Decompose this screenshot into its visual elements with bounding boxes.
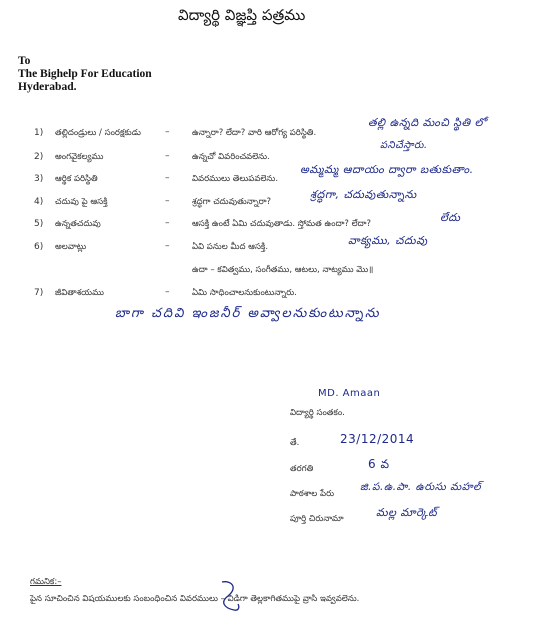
- full-address-value: మల్ల మార్కెట్: [376, 506, 438, 519]
- date-label: తే.: [290, 438, 300, 448]
- row-question: ఉన్నచో వివరించవలెను.: [192, 152, 270, 162]
- class-label: తరగతి: [290, 464, 314, 474]
- row-answer: అమ్మమ్మ ఆదాయం ద్వారా బతుకుతాం.: [300, 163, 474, 176]
- row-number: 3): [34, 174, 44, 184]
- row-number: 4): [34, 197, 44, 207]
- row-number: 1): [34, 128, 44, 138]
- row-question: ఏమి సాధించాలనుకుంటున్నారు.: [192, 288, 297, 298]
- row-question: ఏవి పనుల మీద ఆసక్తి.: [192, 242, 269, 252]
- row-dash: –: [165, 218, 170, 228]
- row-number: 5): [34, 219, 44, 229]
- school-name-value: జి.ప.ఉ.పా. ఉరుసు మహల్: [360, 481, 482, 493]
- row-label: చదువు పై ఆసక్తి: [55, 197, 108, 207]
- address-city: Hyderabad.: [18, 81, 77, 93]
- row-dash: –: [165, 173, 170, 183]
- row-label: ఆర్థిక పరిస్థితి: [55, 174, 98, 184]
- class-value: 6 వ: [368, 457, 390, 471]
- row-label: అంగవైకల్యము: [55, 152, 104, 162]
- row-answer-continued: పనిచేస్తారు.: [380, 140, 428, 151]
- row-answer: లేదు: [440, 211, 461, 224]
- row-label: అలవాట్లు: [55, 242, 87, 252]
- address-org: The Bighelp For Education: [18, 68, 152, 80]
- address-to: To: [18, 55, 31, 67]
- row-number: 2): [34, 152, 44, 162]
- ambition-answer: బాగా చదివి ఇంజనీర్ అవ్వాలనుకుంటున్నాను: [115, 306, 381, 321]
- student-name: MD. Amaan: [318, 388, 381, 399]
- row-dash: –: [165, 196, 170, 206]
- row-dash: –: [165, 127, 170, 137]
- row-number: 6): [34, 242, 44, 252]
- row-label: తల్లిదండ్రులు / సంరక్షకుడు: [55, 128, 141, 138]
- row-question: వివరములు తెలుపవలెను.: [192, 174, 279, 184]
- row-question: ఆసక్తి ఉంటే ఏమి చదువుతాడు. స్తోమత ఉందా? లేదా?: [192, 219, 372, 229]
- row-answer: శ్రద్ధగా, చదువుతున్నాను: [310, 188, 417, 201]
- row-label: ఉన్నతచదువు: [55, 219, 101, 229]
- row-question: శ్రద్ధగా చదువుతున్నారా?: [192, 197, 272, 207]
- student-signature-label: విద్యార్థి సంతకం.: [290, 408, 345, 418]
- row-answer: తల్లి ఉన్నది మంచి స్థితి లో: [368, 116, 487, 129]
- row-answer: వాక్యము, చదువు: [348, 234, 428, 247]
- pen-scribble: [216, 578, 246, 614]
- row-example: ఉదా – కవిత్వము, సంగీతము, ఆటలు, నాట్యము మొ॥: [192, 265, 374, 275]
- row-label: జీవితాశయము: [55, 288, 105, 298]
- row-question: ఉన్నారా? లేదా? వారి ఆరోగ్య పరిస్థితి.: [192, 128, 317, 138]
- row-dash: –: [165, 151, 170, 161]
- notes-title: గమనిక:–: [30, 577, 62, 587]
- row-dash: –: [165, 241, 170, 251]
- date-value: 23/12/2014: [340, 432, 415, 446]
- school-name-label: పాఠశాల పేరు: [290, 489, 335, 499]
- form-title: విద్యార్థి విజ్ఞప్తి పత్రము: [178, 6, 306, 24]
- notes-text: పైన సూచించిన విషయములకు సంబంధించిన వివరములు – విడిగా తెల్లకాగితముపై వ్రాసి ఇవ్వవలెను.: [30, 594, 360, 604]
- row-number: 7): [34, 288, 44, 298]
- row-dash: –: [165, 287, 170, 297]
- full-address-label: పూర్తి చిరునామా: [290, 514, 344, 524]
